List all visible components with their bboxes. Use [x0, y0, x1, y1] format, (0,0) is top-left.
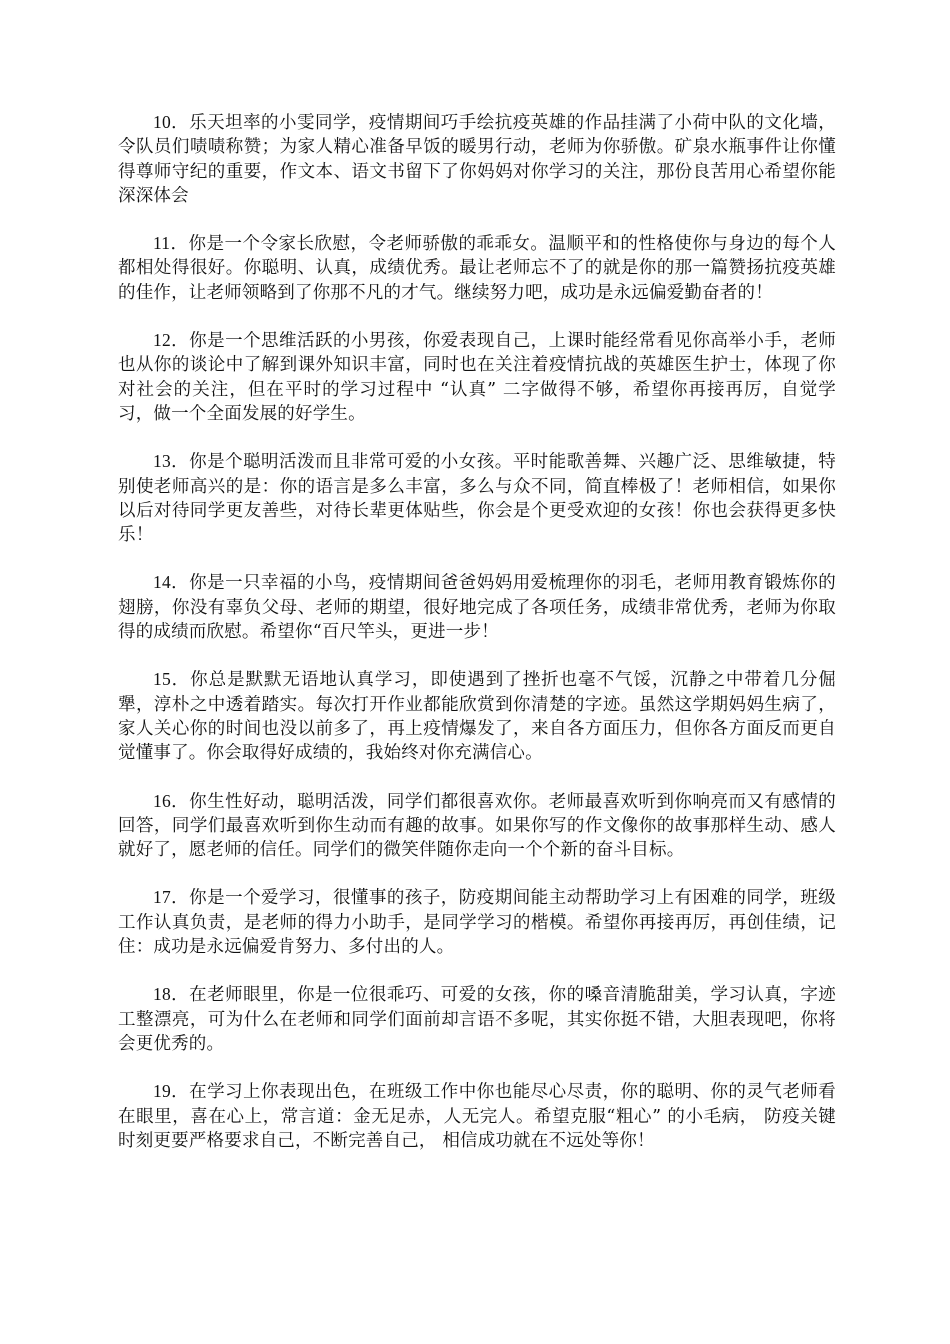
- comment-paragraph-19: [118, 1079, 836, 1153]
- paragraph-number: 14．: [153, 572, 190, 593]
- comment-paragraph-10: [118, 110, 836, 208]
- paragraph-number: 16．: [153, 790, 190, 811]
- paragraph-number: 18．: [153, 984, 190, 1005]
- paragraph-text: 你是一个爱学习，很懂事的孩子，防疫期间能主动帮助学习上有困难的同学，班级工作认真负责，是老师的得力小助手，是同学学习的楷模。希望你再接再厉，再创佳绩，记住：成功是永远偏爱肯努力、多付出的人。: [118, 888, 836, 958]
- paragraph-text: 你是一个令家长欣慰，令老师骄傲的乖乖女。温顺平和的性格使你与身边的每个人都相处得很好。你聪明、认真，成绩优秀。最让老师忘不了的就是你的那一篇赞扬抗疫英雄的佳作，让老师领略到了你那不凡的才气。继续努力吧，成功是永远偏爱勤奋者的！: [118, 234, 837, 303]
- paragraph-text: 你总是默默无语地认真学习，即使遇到了挫折也毫不气馁，沉静之中带着几分倔犟，淳朴之中透着踏实。每次打开作业都能欣赏到你清楚的字迹。虽然这学期妈妈生病了，家人关心你的时间也没以前多了，再上疫情爆发了，来自各方面压力，但你各方面反而更自觉懂事了。你会取得好成绩的，我始终对你充满信心。: [118, 670, 836, 764]
- paragraph-number: 11．: [153, 233, 189, 254]
- paragraph-text: 在学习上你表现出色，在班级工作中你也能尽心尽责，你的聪明、你的灵气老师看在眼里，喜在心上，常言道：金无足赤，人无完人。希望克服“粗心” 的小毛病， 防疫关键时刻更要严格要求自己，不断完善自己， 相信成功就在不远处等你！: [118, 1082, 836, 1151]
- paragraph-text: 你生性好动，聪明活泼，同学们都很喜欢你。老师最喜欢听到你响亮而又有感情的回答，同学们最喜欢听到你生动而有趣的故事。如果你写的作文像你的故事那样生动、感人就好了，愿老师的信任。同学们的微笑伴随你走向一个个新的奋斗目标。: [118, 791, 836, 861]
- comment-paragraph-18: [118, 982, 836, 1056]
- comment-paragraph-15: [118, 667, 836, 765]
- paragraph-number: 15．: [153, 669, 191, 690]
- comment-paragraph-11: [118, 231, 836, 305]
- comment-paragraph-13: [118, 449, 836, 547]
- comment-paragraph-16: [118, 789, 836, 863]
- paragraph-number: 12．: [153, 330, 190, 351]
- comment-paragraph-17: [118, 885, 836, 959]
- paragraph-text: 你是个聪明活泼而且非常可爱的小女孩。平时能歌善舞、兴趣广泛、思维敏捷，特别使老师高兴的是：你的语言是多么丰富，多么与众不同，简直棒极了！老师相信，如果你以后对待同学更友善些，对待长辈更体贴些，你会是个更受欢迎的女孩！你也会获得更多快乐！: [118, 452, 836, 546]
- paragraph-number: 13．: [153, 451, 190, 472]
- paragraph-text: 在老师眼里，你是一位很乖巧、可爱的女孩，你的嗓音清脆甜美，学习认真，字迹工整漂亮，可为什么在老师和同学们面前却言语不多呢，其实你挺不错，大胆表现吧，你将会更优秀的。: [118, 985, 836, 1054]
- comment-paragraph-12: [118, 328, 836, 426]
- paragraph-text: 你是一个思维活跃的小男孩，你爱表现自己，上课时能经常看见你高举小手，老师也从你的谈论中了解到课外知识丰富，同时也在关注着疫情抗战的英雄医生护士，体现了你对社会的关注，但在平时的学习过程中 “认真” 二字做得不够，希望你再接再厉，自觉学习，做一个全面发展的好学生。: [118, 331, 836, 424]
- document-body: [118, 110, 836, 1176]
- paragraph-number: 17．: [153, 887, 190, 908]
- paragraph-text: 你是一只幸福的小鸟，疫情期间爸爸妈妈用爱梳理你的羽毛，老师用教育锻炼你的翅膀，你没有辜负父母、老师的期望，很好地完成了各项任务，成绩非常优秀，老师为你取得的成绩而欣慰。希望你“百尺竿头，更进一步！: [118, 573, 836, 643]
- paragraph-number: 10．: [153, 112, 190, 132]
- paragraph-text: 乐天坦率的小雯同学，疫情期间巧手绘抗疫英雄的作品挂满了小荷中队的文化墙，令队员们啧啧称赞；为家人精心准备早饭的暖男行动，老师为你骄傲。矿泉水瓶事件让你懂得尊师守纪的重要，作文本、语文书留下了你妈妈对你学习的关注，那份良苦用心希望你能深深体会: [118, 113, 836, 206]
- paragraph-number: 19．: [153, 1081, 190, 1102]
- comment-paragraph-14: [118, 570, 836, 644]
